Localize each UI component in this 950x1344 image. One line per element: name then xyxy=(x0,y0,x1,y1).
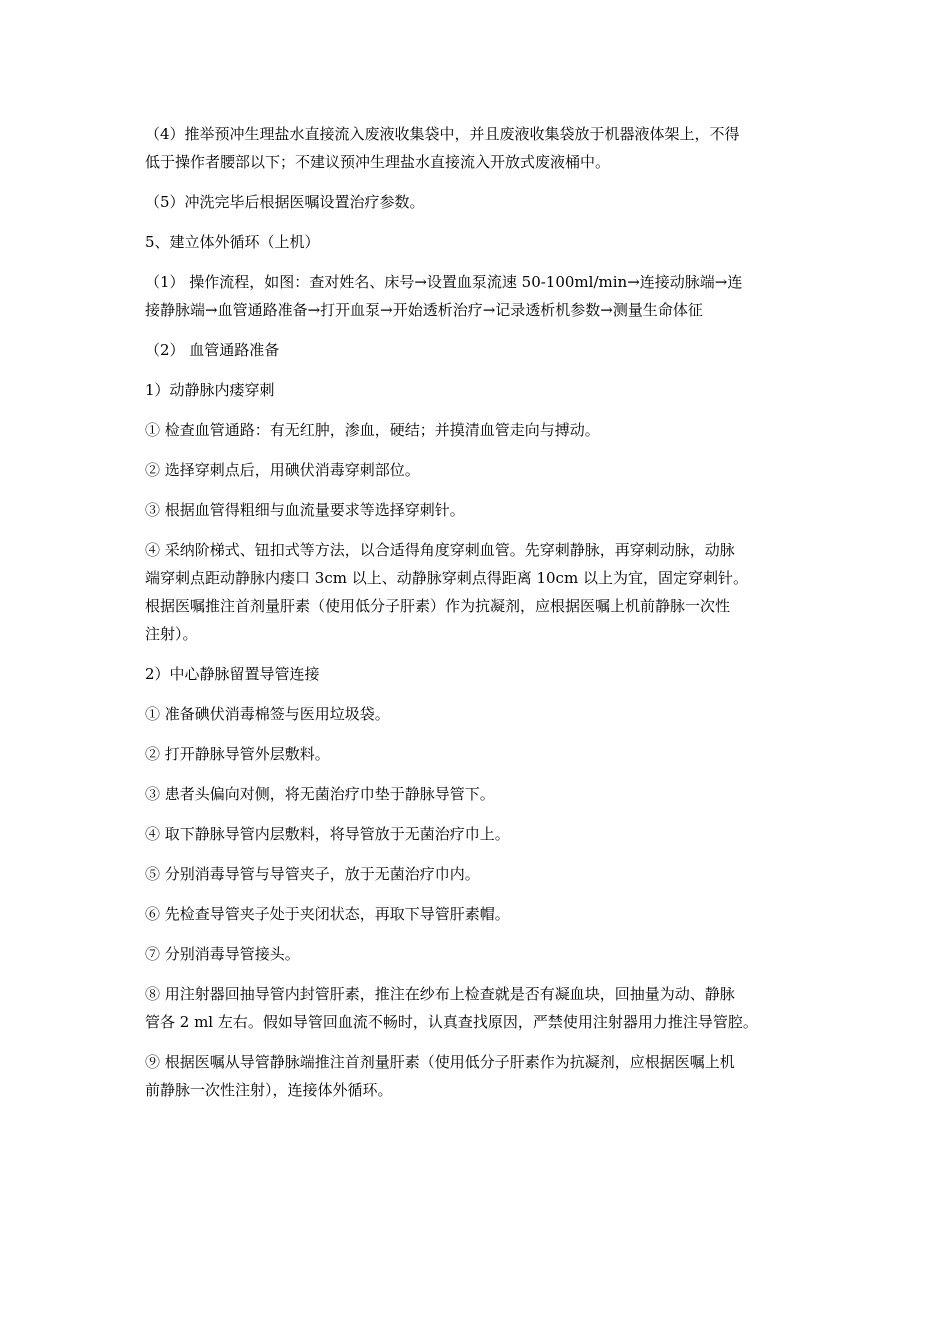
list-item-catheter-5 xyxy=(145,860,810,888)
text-line: ① 检查血管通路：有无红肿，渗血，硬结；并摸清血管走向与搏动。 xyxy=(145,421,600,439)
text-line: ② 打开静脉导管外层敷料。 xyxy=(145,745,330,763)
text-line: （4）推举预冲生理盐水直接流入废液收集袋中，并且废液收集袋放于机器液体架上，不得 xyxy=(145,125,740,143)
text-line: ④ 采纳阶梯式、钮扣式等方法，以合适得角度穿刺血管。先穿刺静脉，再穿刺动脉，动脉 xyxy=(145,541,735,559)
list-item-fistula-1 xyxy=(145,416,810,444)
list-item-catheter-3 xyxy=(145,780,810,808)
text-line: 5、建立体外循环（上机） xyxy=(145,233,320,251)
list-item-catheter-2 xyxy=(145,740,810,768)
text-line: 低于操作者腰部以下；不建议预冲生理盐水直接流入开放式废液桶中。 xyxy=(145,153,611,171)
subheading-central-venous-catheter xyxy=(145,660,810,688)
text-line: （1） 操作流程，如图：查对姓名、床号→设置血泵流速 50-100ml/min→连接动脉端→连 xyxy=(145,273,743,291)
text-line: 管各 2 ml 左右。假如导管回血流不畅时，认真查找原因，严禁使用注射器用力推注导管腔。 xyxy=(145,1013,758,1031)
list-item-catheter-8 xyxy=(145,980,810,1036)
text-line: 接静脉端→血管通路准备→打开血泵→开始透析治疗→记录透析机参数→测量生命体征 xyxy=(145,301,703,319)
text-line: ② 选择穿刺点后，用碘伏消毒穿刺部位。 xyxy=(145,461,420,479)
text-line: ⑨ 根据医嘱从导管静脉端推注首剂量肝素（使用低分子肝素作为抗凝剂，应根据医嘱上机 xyxy=(145,1053,735,1071)
text-line: 2）中心静脉留置导管连接 xyxy=(145,665,320,683)
text-line: 根据医嘱推注首剂量肝素（使用低分子肝素）作为抗凝剂，应根据医嘱上机前静脉一次性 xyxy=(145,597,731,615)
document-page xyxy=(145,120,810,1116)
text-line: 1）动静脉内瘘穿刺 xyxy=(145,381,275,399)
paragraph-step-4-saline-drain xyxy=(145,120,810,176)
list-item-catheter-1 xyxy=(145,700,810,728)
text-line: （5）冲洗完毕后根据医嘱设置治疗参数。 xyxy=(145,193,425,211)
subheading-av-fistula-puncture xyxy=(145,376,810,404)
text-line: ⑤ 分别消毒导管与导管夹子，放于无菌治疗巾内。 xyxy=(145,865,480,883)
list-item-catheter-6 xyxy=(145,900,810,928)
section-heading-extracorporeal-circulation xyxy=(145,228,810,256)
text-line: 端穿刺点距动静脉内瘘口 3cm 以上、动静脉穿刺点得距离 10cm 以上为宜，固定穿刺针。 xyxy=(145,569,748,587)
text-line: ⑧ 用注射器回抽导管内封管肝素，推注在纱布上检查就是否有凝血块，回抽量为动、静脉 xyxy=(145,985,735,1003)
paragraph-operation-flow xyxy=(145,268,810,324)
list-item-fistula-4 xyxy=(145,536,810,648)
text-line: ③ 根据血管得粗细与血流量要求等选择穿刺针。 xyxy=(145,501,465,519)
text-line: ④ 取下静脉导管内层敷料，将导管放于无菌治疗巾上。 xyxy=(145,825,510,843)
text-line: ⑦ 分别消毒导管接头。 xyxy=(145,945,300,963)
text-line: ⑥ 先检查导管夹子处于夹闭状态，再取下导管肝素帽。 xyxy=(145,905,510,923)
text-line: （2） 血管通路准备 xyxy=(145,341,280,359)
text-line: ① 准备碘伏消毒棉签与医用垃圾袋。 xyxy=(145,705,390,723)
list-item-fistula-3 xyxy=(145,496,810,524)
paragraph-step-5-set-params xyxy=(145,188,810,216)
text-line: 注射）。 xyxy=(145,625,198,643)
list-item-catheter-7 xyxy=(145,940,810,968)
subheading-vascular-access-prep xyxy=(145,336,810,364)
list-item-fistula-2 xyxy=(145,456,810,484)
list-item-catheter-4 xyxy=(145,820,810,848)
text-line: 前静脉一次性注射），连接体外循环。 xyxy=(145,1081,393,1099)
list-item-catheter-9 xyxy=(145,1048,810,1104)
text-line: ③ 患者头偏向对侧，将无菌治疗巾垫于静脉导管下。 xyxy=(145,785,495,803)
